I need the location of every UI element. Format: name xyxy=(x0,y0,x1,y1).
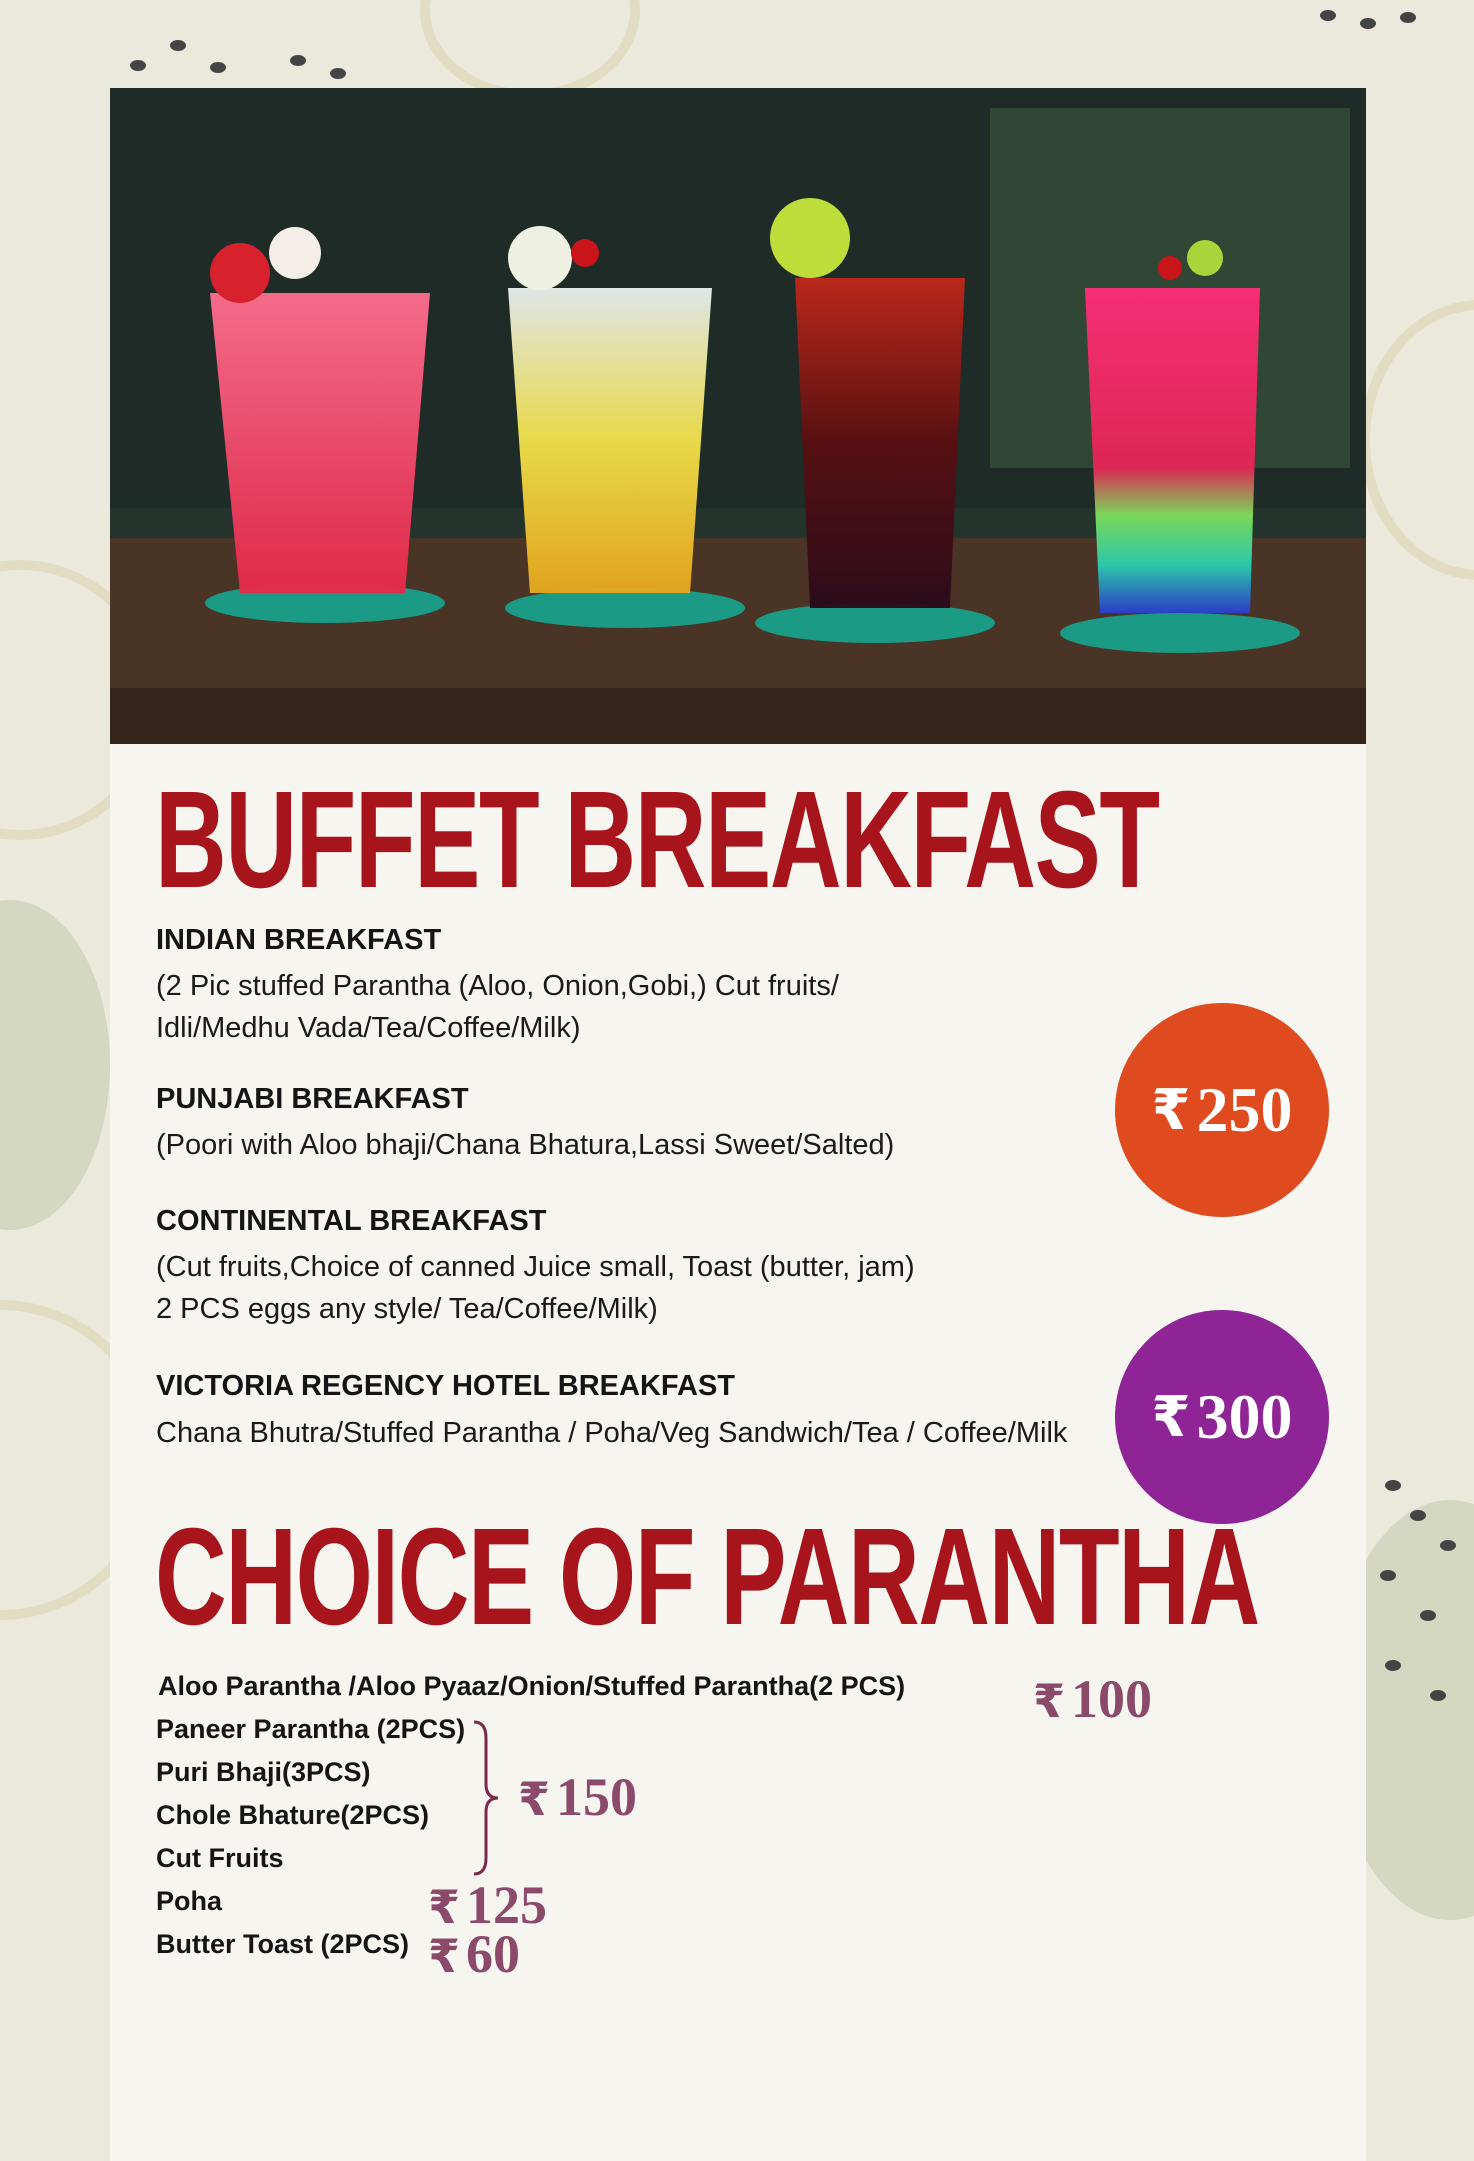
drinks-illustration xyxy=(110,88,1366,744)
parantha-item-aloo: Aloo Parantha /Aloo Pyaaz/Onion/Stuffed Parantha(2 PCS) xyxy=(158,1671,906,1701)
indian-breakfast-title: INDIAN BREAKFAST xyxy=(156,924,442,956)
rupee-icon: ₹ xyxy=(428,1929,461,1983)
rupee-icon: ₹ xyxy=(518,1772,551,1826)
price-badge-300 xyxy=(1115,1310,1329,1524)
menu-panel xyxy=(110,88,1366,2161)
drinks-photo xyxy=(110,88,1366,744)
price-butter-toast xyxy=(428,1923,520,1985)
parantha-item-poha: Poha xyxy=(156,1886,223,1916)
parantha-item-cut-fruits: Cut Fruits xyxy=(156,1843,284,1873)
price-value: 250 xyxy=(1196,1074,1293,1145)
price-value: 60 xyxy=(466,1924,521,1984)
continental-breakfast-desc-line2: 2 PCS eggs any style/ Tea/Coffee/Milk) xyxy=(156,1293,658,1325)
rupee-icon: ₹ xyxy=(1151,1384,1191,1450)
victoria-breakfast-desc: Chana Bhutra/Stuffed Parantha / Poha/Veg Sandwich/Tea / Coffee/Milk xyxy=(156,1417,1068,1449)
price-value: 150 xyxy=(556,1767,638,1827)
punjabi-breakfast-title: PUNJABI BREAKFAST xyxy=(156,1083,469,1115)
buffet-breakfast-heading: BUFFET BREAKFAST xyxy=(155,763,1159,917)
indian-breakfast-desc-line2: Idli/Medhu Vada/Tea/Coffee/Milk) xyxy=(156,1012,581,1044)
parantha-item-chole-bhature: Chole Bhature(2PCS) xyxy=(156,1800,430,1830)
price-badge-250 xyxy=(1115,1003,1329,1217)
continental-breakfast-desc-line1: (Cut fruits,Choice of canned Juice small, Toast (butter, jam) xyxy=(156,1251,915,1283)
choice-of-parantha-heading: CHOICE OF PARANTHA xyxy=(155,1500,1259,1654)
price-value: 300 xyxy=(1196,1381,1293,1452)
parantha-item-butter-toast: Butter Toast (2PCS) xyxy=(156,1929,410,1959)
brace-icon xyxy=(470,1718,500,1878)
price-group-150 xyxy=(518,1766,637,1828)
parantha-item-puri-bhaji: Puri Bhaji(3PCS) xyxy=(156,1757,371,1787)
parantha-item-paneer: Paneer Parantha (2PCS) xyxy=(156,1714,466,1744)
continental-breakfast-title: CONTINENTAL BREAKFAST xyxy=(156,1205,547,1237)
price-aloo xyxy=(1033,1668,1152,1730)
price-value: 125 xyxy=(466,1875,548,1935)
rupee-icon: ₹ xyxy=(1033,1674,1066,1728)
victoria-breakfast-title: VICTORIA REGENCY HOTEL BREAKFAST xyxy=(156,1370,735,1402)
price-value: 100 xyxy=(1071,1669,1153,1729)
rupee-icon: ₹ xyxy=(428,1880,461,1934)
rupee-icon: ₹ xyxy=(1151,1077,1191,1143)
indian-breakfast-desc-line1: (2 Pic stuffed Parantha (Aloo, Onion,Gobi,) Cut fruits/ xyxy=(156,970,839,1002)
punjabi-breakfast-desc: (Poori with Aloo bhaji/Chana Bhatura,Lassi Sweet/Salted) xyxy=(156,1129,895,1161)
